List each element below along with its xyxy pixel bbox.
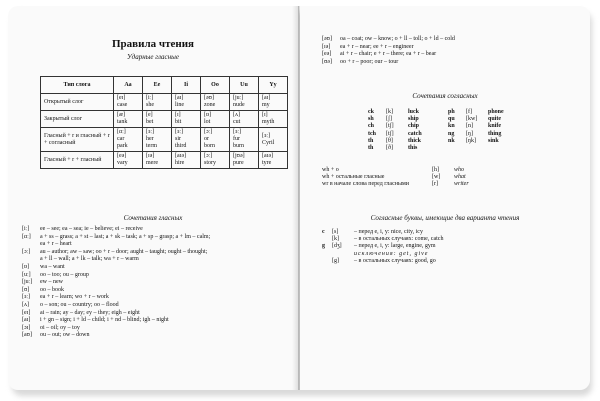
cell-value: [əʊ] (204, 95, 214, 101)
consonant-cell: [ŋ] (466, 130, 473, 137)
wh-cell: who (454, 167, 465, 173)
table-cell (172, 128, 201, 152)
cell-value: [aɪ] (175, 95, 184, 101)
transcription: [k] (332, 236, 339, 243)
list-item (22, 249, 210, 257)
list-item (22, 317, 210, 325)
rule-text: au – author; aw – saw; oo + r – door; aught – taught; ought – thought; (40, 248, 208, 255)
table-cell (201, 94, 230, 111)
cell-value: tyre (262, 160, 272, 166)
consonant-cell: luck (408, 109, 420, 115)
consonant-cell: sh (368, 116, 374, 123)
consonant-cell: [kw] (466, 116, 478, 123)
cell-value: [e] (146, 112, 153, 118)
cell-value: [ɜː] (146, 129, 155, 135)
consonant-cell: ph (448, 109, 455, 115)
consonant-cell: [n] (466, 123, 473, 130)
wh-rules-list (322, 167, 494, 189)
consonant-cell: phone (488, 109, 504, 115)
rule-text: исключения: get, give (354, 250, 429, 257)
cell-value: pure (233, 160, 244, 166)
cell-value: [aɪ] (262, 95, 271, 101)
cell-value: she (146, 102, 154, 108)
table-header-cell: Oo (201, 77, 230, 94)
table-header-cell: Ii (172, 77, 201, 94)
cell-value: her (146, 136, 154, 142)
list-item (22, 241, 210, 249)
transcription: [s] (332, 229, 339, 235)
list-item (22, 302, 210, 310)
table-cell (114, 111, 143, 128)
cell-value: or (204, 136, 209, 142)
table-cell (201, 128, 230, 152)
consonant-cell: [θ] (386, 137, 393, 144)
consonant-cell: th (368, 145, 374, 152)
table-header-cell: Тип слога (41, 77, 114, 94)
cell-value: [aɪə] (262, 153, 273, 159)
rule-text: oo – book (40, 286, 64, 293)
table-row (41, 128, 288, 152)
list-item (22, 264, 210, 272)
consonant-cell: sink (488, 137, 499, 144)
consonant-cell: [tʃ] (386, 123, 394, 130)
transcription: [ɔː] (22, 248, 31, 255)
consonant-row (368, 138, 528, 145)
rule-text: oa – coat; ow – know; o + ll – toll; o + ld – cold (340, 36, 455, 42)
cell-value: cut (233, 119, 241, 125)
rule-text: – перед e, i, y: large, engine, gym (354, 243, 436, 250)
consonant-cell: [ʃ] (386, 116, 392, 123)
cell-value: lot (204, 119, 211, 125)
right-page (300, 6, 590, 390)
two-readings-list (322, 229, 443, 265)
transcription: [ʊə] (322, 58, 332, 65)
transcription: [g] (332, 257, 339, 264)
table-row (41, 94, 288, 111)
table-cell (143, 128, 172, 152)
table-cell (259, 94, 288, 111)
consonant-cell: nk (448, 137, 455, 144)
transcription: [ɑː] (22, 233, 31, 240)
two-readings-row (322, 229, 443, 236)
cell-value: car (117, 136, 125, 142)
table-cell (143, 111, 172, 128)
wh-row (322, 174, 494, 181)
two-readings-subtitle: Согласные буквы, имеющие два варианта чтения (370, 214, 520, 222)
consonant-row (368, 131, 528, 138)
cell-value: tank (117, 119, 128, 125)
rule-text: i + gn – sign; i + ld – child; i + nd – blind; igh – night (40, 317, 169, 324)
rule-text: ea + r – learn; wo + r – work (40, 294, 109, 301)
consonant-row (368, 109, 528, 116)
consonant-row (368, 123, 528, 130)
letter: c (322, 229, 325, 235)
vowel-table (40, 76, 288, 169)
table-cell (201, 152, 230, 169)
cell-value: [aɪə] (175, 153, 186, 159)
list-item (322, 44, 455, 52)
wh-cell: what (454, 174, 466, 181)
transcription: [ɔɪ] (22, 324, 31, 331)
cell-value: [ɔː] (204, 129, 213, 135)
rule-text: a + ll – wall; a + lk – talk; wa + r – warm (40, 256, 139, 263)
list-item (22, 325, 210, 333)
cell-value: my (262, 102, 270, 108)
list-item (322, 59, 455, 67)
rule-text: – перед e, i, y: nice, city, icy (354, 229, 423, 235)
consonant-row (368, 145, 528, 152)
cell-value: Cyril (262, 139, 275, 146)
two-readings-row (322, 251, 443, 258)
transcription: [aɪ] (22, 317, 31, 324)
consonant-cell: catch (408, 130, 422, 137)
cell-value: nude (233, 102, 245, 108)
cell-value: mere (146, 160, 158, 166)
consonant-cell: [f] (466, 109, 472, 115)
table-header-cell: Yy (259, 77, 288, 94)
table-cell (114, 152, 143, 169)
rule-text: ea + r – heart (40, 241, 72, 248)
consonant-cell: ship (408, 116, 419, 123)
cell-value: [juː] (233, 95, 244, 101)
list-item (22, 234, 210, 242)
transcription: [ɜː] (22, 294, 31, 301)
row-label: Открытый слог (41, 94, 114, 111)
table-cell (172, 94, 201, 111)
cell-value: [iː] (146, 95, 154, 101)
cell-value: [ɜː] (262, 132, 271, 139)
row-label: Гласный + r + гласный (41, 152, 114, 169)
consonant-row (368, 116, 528, 123)
table-cell (172, 152, 201, 169)
rule-text: ea + r – near; ee + r – engineer (340, 43, 414, 50)
list-item (322, 36, 455, 44)
transcription: [juː] (22, 279, 33, 286)
cell-value: [ɒ] (204, 112, 212, 118)
two-readings-row (322, 258, 443, 265)
consonant-cell: ck (368, 109, 374, 115)
vowel-combos-subtitle: Сочетания гласных (123, 214, 183, 222)
cell-value: [jʊə] (233, 153, 245, 159)
cell-value: [eə] (117, 153, 127, 159)
two-readings-row (322, 243, 443, 250)
cell-value: [ɪ] (262, 112, 268, 118)
cell-value: sir (175, 136, 181, 142)
cell-value: third (175, 143, 187, 149)
rule-text: oo – too; ou – group (40, 271, 89, 278)
stressed-vowels-subtitle: Ударные гласные (127, 53, 179, 61)
table-header-cell: Uu (230, 77, 259, 94)
transcription: [ɪə] (322, 43, 331, 50)
consonant-cell: thing (488, 130, 502, 137)
cell-value: case (117, 102, 128, 108)
letter: g (322, 243, 325, 250)
consonant-cell: tch (368, 130, 376, 137)
transcription: [ʌ] (22, 301, 29, 308)
cell-value: bit (175, 119, 182, 125)
wh-cell: wh + остальные гласные (322, 174, 385, 181)
consonant-cell: [ð] (386, 145, 393, 152)
vowel-r-combos-list (322, 36, 455, 66)
cell-value: line (175, 102, 184, 108)
table-cell (230, 94, 259, 111)
transcription: [aʊ] (22, 332, 32, 339)
transcription: [ɒ] (22, 263, 30, 270)
table-cell (172, 111, 201, 128)
wh-row (322, 167, 494, 174)
transcription: [ʊ] (22, 286, 30, 293)
rule-text: wa – want (40, 263, 65, 270)
cell-value: myth (262, 119, 275, 125)
table-cell (201, 111, 230, 128)
rule-text: o – son; ou – country; oo – flood (40, 301, 119, 308)
rule-text: ai – rain; ay – day; ey – they; eigh – eight (40, 309, 140, 316)
cell-value: [æ] (117, 112, 125, 118)
cell-value: burn (233, 143, 244, 149)
table-cell (114, 94, 143, 111)
list-item (22, 332, 210, 340)
wh-cell: wh + o (322, 167, 339, 173)
table-row (41, 152, 288, 169)
wh-cell: [w] (432, 174, 441, 181)
row-label: Гласный + r и гласный + r + согласный (41, 128, 114, 152)
table-cell (259, 128, 288, 152)
cell-value: born (204, 143, 215, 149)
list-item (22, 279, 210, 287)
list-item (22, 310, 210, 318)
table-cell (230, 128, 259, 152)
wh-cell: [h] (432, 167, 439, 173)
rule-text: ai + r – chair; e + r – there; ea + r – bear (340, 51, 437, 58)
consonant-cell: [ŋk] (466, 137, 476, 144)
cell-value: story (204, 160, 216, 166)
cell-value: [ɪ] (175, 112, 181, 118)
cell-value: fur (233, 136, 240, 142)
rule-text: ou – out; ow – down (40, 332, 90, 339)
cell-value: [eɪ] (117, 95, 126, 101)
rule-text: – в остальных случаях: good, go (354, 257, 436, 264)
table-cell (259, 111, 288, 128)
cell-value: zone (204, 102, 216, 108)
consonant-cell: [k] (386, 109, 393, 115)
transcription: [əʊ] (322, 36, 332, 42)
cell-value: vary (117, 160, 128, 166)
cell-value: [ɜː] (233, 129, 242, 135)
rule-text: – в остальных случаях: come, catch (354, 236, 444, 243)
wh-cell: writer (454, 181, 469, 188)
transcription: [eə] (322, 51, 332, 58)
page-title: Правила чтения (112, 38, 194, 50)
table-cell (230, 111, 259, 128)
consonant-cell: th (368, 137, 374, 144)
list-item (22, 256, 210, 264)
consonant-cell: thick (408, 137, 422, 144)
table-cell (143, 94, 172, 111)
table-cell (230, 152, 259, 169)
rule-text: oo + r – poor; our – tour (340, 58, 399, 65)
consonant-cell: ch (368, 123, 374, 130)
transcription: [dʒ] (332, 243, 342, 250)
cell-value: bet (146, 119, 154, 125)
cell-value: [ɜː] (175, 129, 184, 135)
consonant-combos-table (368, 109, 528, 152)
vowel-combos-list (22, 226, 210, 340)
consonant-cell: chip (408, 123, 420, 130)
consonant-cell: this (408, 145, 418, 152)
cell-value: park (117, 143, 128, 149)
wh-cell: wr в начале слова перед гласными (322, 181, 409, 188)
table-cell (143, 152, 172, 169)
left-page (8, 6, 299, 390)
row-label: Закрытый слог (41, 111, 114, 128)
cell-value: [ɔː] (204, 153, 213, 159)
list-item (322, 51, 455, 59)
cell-value: [ɑː] (117, 129, 126, 135)
two-readings-row (322, 236, 443, 243)
list-item (22, 226, 210, 234)
table-row (41, 111, 288, 128)
consonant-cell: qu (448, 116, 455, 123)
consonant-combos-subtitle: Сочетания согласных (412, 92, 478, 100)
table-cell (114, 128, 143, 152)
cell-value: term (146, 143, 157, 149)
wh-cell: [r] (432, 181, 438, 188)
list-item (22, 272, 210, 280)
consonant-cell: ng (448, 130, 455, 137)
consonant-cell: [tʃ] (386, 130, 394, 137)
transcription: [eɪ] (22, 309, 31, 316)
rule-text: a + ss – grass; a + st – last; a + sk – task; a + sp – grasp; a + lm – calm; (40, 233, 211, 240)
list-item (22, 287, 210, 295)
cell-value: hire (175, 160, 185, 166)
transcription: [uː] (22, 271, 31, 278)
consonant-cell: kn (448, 123, 455, 130)
consonant-cell: quite (488, 116, 502, 123)
cell-value: [ʌ] (233, 112, 240, 118)
wh-row (322, 181, 494, 188)
list-item (22, 294, 210, 302)
table-header-cell: Aa (114, 77, 143, 94)
table-cell (259, 152, 288, 169)
cell-value: [ɪə] (146, 153, 155, 159)
rule-text: ew – new (40, 279, 63, 286)
consonant-cell: knife (488, 123, 502, 130)
rule-text: oi – oil; oy – toy (40, 324, 80, 331)
rule-text: ee – see; ea – sea; ie – believe; ei – receive (40, 226, 143, 232)
table-header-row (41, 77, 288, 94)
transcription: [iː] (22, 226, 30, 232)
table-header-cell: Ee (143, 77, 172, 94)
